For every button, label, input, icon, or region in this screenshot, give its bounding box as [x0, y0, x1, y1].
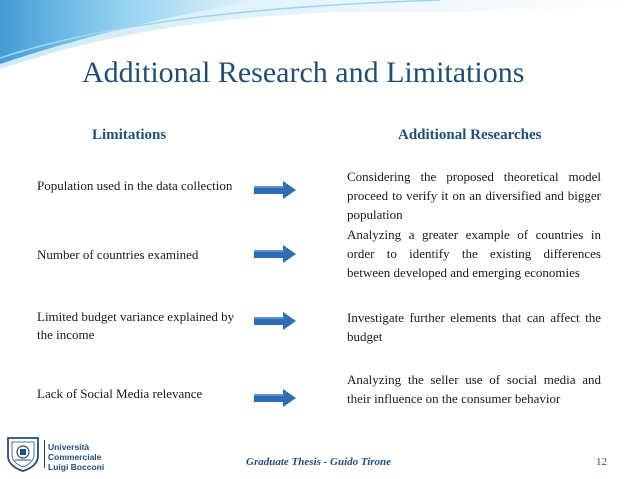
- right-arrow-icon: [254, 180, 296, 200]
- limitation-item: Number of countries examined: [37, 247, 199, 262]
- slide-title: Additional Research and Limitations: [82, 56, 525, 89]
- right-arrow-icon: [254, 311, 296, 331]
- limitations-header: Limitations: [92, 127, 167, 143]
- research-item: Analyzing a greater example of countries in order to identify the existing differences between developed and emerging economies: [347, 227, 601, 280]
- logo-divider: [44, 440, 45, 468]
- right-arrow-icon: [254, 388, 296, 408]
- research-item: Analyzing the seller use of social media and their influence on the consumer behavior: [347, 372, 601, 406]
- right-arrow-icon: [254, 244, 296, 264]
- university-logo: [6, 436, 134, 474]
- limitation-item: Limited budget variance explained by the income: [37, 309, 235, 342]
- logo-text-line: Luigi Bocconi: [48, 462, 105, 472]
- logo-text-line: Università Commerciale: [48, 442, 102, 462]
- research-item: Investigate further elements that can affect the budget: [347, 310, 601, 344]
- logo-text: [48, 442, 134, 472]
- university-seal-icon: [6, 436, 40, 472]
- research-item: Considering the proposed theoretical model proceed to verify it on an diversified and bigger population: [347, 169, 601, 222]
- additional-researches-header: Additional Researches: [398, 127, 542, 143]
- limitation-item: Population used in the data collection: [37, 178, 233, 193]
- footer-caption: Graduate Thesis - Guido Tirone: [246, 456, 392, 468]
- limitation-item: Lack of Social Media relevance: [37, 386, 203, 401]
- page-number: 12: [596, 456, 607, 468]
